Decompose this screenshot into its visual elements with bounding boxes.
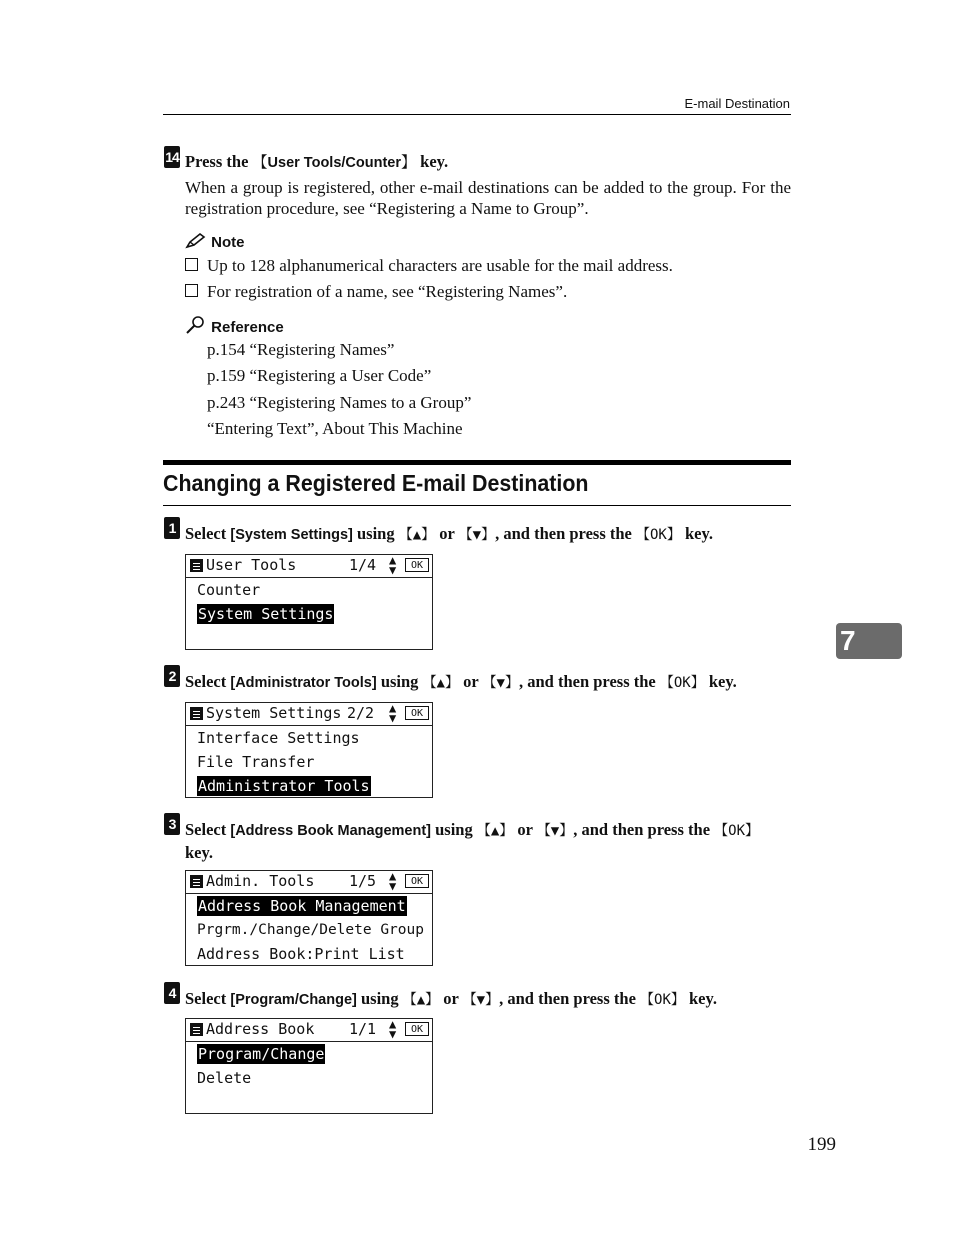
step-14-instruction: Press the 【User Tools/Counter】 key. <box>185 152 449 171</box>
checkbox-bullet-icon <box>185 284 198 297</box>
key-down: 【▼】 <box>536 823 574 839</box>
note-item: For registration of a name, see “Registering Names”. <box>185 282 567 302</box>
up-down-arrow-icon: ▲ ▼ <box>389 869 397 893</box>
key-ok: 【OK】 <box>636 527 681 543</box>
reference-link[interactable]: p.159 “Registering a User Code” <box>207 366 432 385</box>
reference-link[interactable]: p.154 “Registering Names” <box>207 340 395 359</box>
step-2-instruction: Select [Administrator Tools] using 【▲】 or 【▼】, and then press the 【OK】 key. <box>185 672 737 691</box>
header-rule <box>163 114 791 115</box>
note-item: Up to 128 alphanumerical characters are usable for the mail address. <box>185 256 673 276</box>
step-4-instruction: Select [Program/Change] using 【▲】 or 【▼】, and then press the 【OK】 key. <box>185 989 717 1008</box>
lcd-menu-item[interactable]: Prgrm./Change/Delete Group <box>197 922 424 938</box>
lcd-screen-admin-tools <box>185 870 433 966</box>
key-down: 【▼】 <box>462 992 500 1008</box>
lcd-screen-system-settings <box>185 702 433 798</box>
ok-key-icon: OK <box>405 558 429 572</box>
lcd-title-bar: User Tools 1/4 ▲ ▼ OK <box>186 555 432 578</box>
section-bar <box>163 460 791 465</box>
lcd-menu-item[interactable]: Counter <box>197 581 261 599</box>
key-ok: 【OK】 <box>640 992 685 1008</box>
step-number-1: 1 <box>164 517 180 539</box>
lcd-menu-item[interactable]: File Transfer <box>197 753 315 771</box>
reference-link[interactable]: “Entering Text”, About This Machine <box>207 419 463 438</box>
lcd-screen-user-tools <box>185 554 433 650</box>
reference-link[interactable]: p.243 “Registering Names to a Group” <box>207 393 472 412</box>
step-number-14: 14 <box>164 146 180 168</box>
lcd-menu-item-selected[interactable]: Program/Change <box>198 1045 325 1063</box>
up-down-arrow-icon: ▲ ▼ <box>389 553 397 577</box>
lcd-title-bar: Address Book 1/1 ▲ ▼ OK <box>186 1019 432 1042</box>
running-header: E-mail Destination <box>684 96 790 111</box>
key-up: 【▲】 <box>476 823 514 839</box>
reference-heading: Reference <box>185 316 284 336</box>
lcd-menu-item-selected[interactable]: Address Book Management <box>198 897 406 915</box>
key-ok: 【OK】 <box>714 823 759 839</box>
chapter-tab: 7 <box>836 623 902 659</box>
key-down: 【▼】 <box>482 675 519 691</box>
section-rule <box>163 505 791 506</box>
lcd-title-bar: System Settings 2/2 ▲ ▼ OK <box>186 703 432 726</box>
lcd-menu-item-selected[interactable]: System Settings <box>198 605 334 623</box>
key-up: 【▲】 <box>398 527 436 543</box>
note-heading: Note <box>185 233 245 251</box>
step-14-body: When a group is registered, other e-mail destinations can be added to the group. For the registration procedure, see “Registering a Name to Group”. <box>185 178 791 218</box>
checkbox-bullet-icon <box>185 258 198 271</box>
ok-key-icon: OK <box>405 874 429 888</box>
magnifier-icon <box>185 316 207 334</box>
document-icon <box>190 707 203 720</box>
step-number-4: 4 <box>164 982 180 1004</box>
key-down: 【▼】 <box>458 527 496 543</box>
up-down-arrow-icon: ▲ ▼ <box>389 1017 397 1041</box>
key-ok: 【OK】 <box>659 675 705 691</box>
key-user-tools-counter: User Tools/Counter <box>267 155 401 171</box>
step-1-instruction: Select [System Settings] using 【▲】 or 【▼】, and then press the 【OK】 key. <box>185 524 713 543</box>
lcd-menu-item[interactable]: Delete <box>197 1069 252 1087</box>
document-icon <box>190 559 203 572</box>
ok-key-icon: OK <box>405 706 429 720</box>
pencil-icon <box>185 233 207 249</box>
document-icon <box>190 875 203 888</box>
page-number: 199 <box>807 1134 836 1155</box>
lcd-screen-address-book <box>185 1018 433 1114</box>
up-down-arrow-icon: ▲ ▼ <box>389 701 397 725</box>
lcd-menu-item[interactable]: Interface Settings <box>197 729 360 747</box>
ok-key-icon: OK <box>405 1022 429 1036</box>
lcd-title-bar: Admin. Tools 1/5 ▲ ▼ OK <box>186 871 432 894</box>
lcd-menu-item[interactable]: Address Book:Print List <box>197 945 405 963</box>
section-title: Changing a Registered E-mail Destination <box>163 470 589 496</box>
step-number-3: 3 <box>164 813 180 835</box>
document-icon <box>190 1023 203 1036</box>
key-up: 【▲】 <box>422 675 459 691</box>
step-number-2: 2 <box>164 665 180 687</box>
step-3-instruction: Select [Address Book Management] using 【▲】 or 【▼】, and then press the 【OK】 key. <box>185 820 759 862</box>
lcd-menu-item-selected[interactable]: Administrator Tools <box>198 777 370 795</box>
key-up: 【▲】 <box>402 992 440 1008</box>
